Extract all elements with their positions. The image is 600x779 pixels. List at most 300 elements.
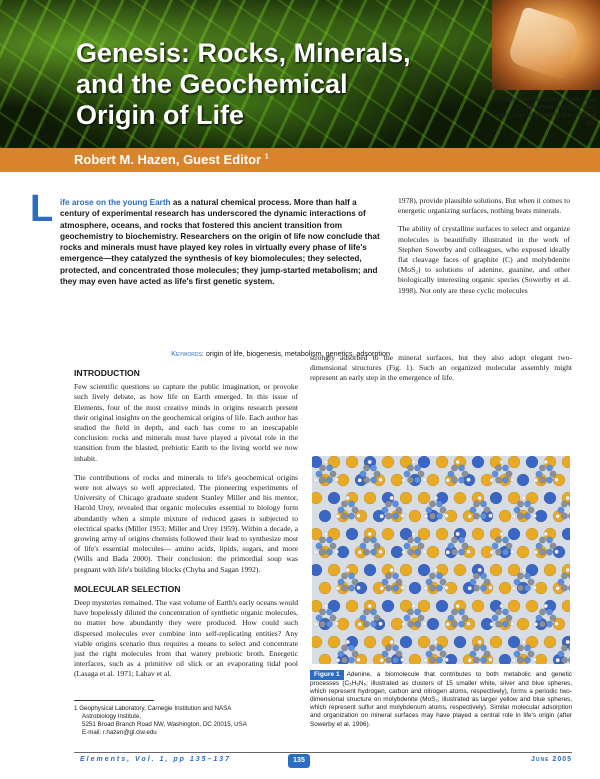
- hydrogen-atom: [412, 460, 416, 464]
- adenine-atom: [392, 573, 398, 579]
- hydrogen-atom: [489, 586, 493, 590]
- adenine-atom: [517, 513, 523, 519]
- substrate-atom: [319, 582, 331, 594]
- right-paragraph-2-continued: strongly adsorbed to the mineral surfaces, but they also adopt elegant two-dimensional structures (Fig. 1). Such an organized molecular assembly might represent an early step in the emergence of life.: [310, 353, 572, 383]
- adenine-atom: [348, 585, 354, 591]
- adenine-atom: [341, 657, 347, 663]
- adenine-atom: [473, 645, 479, 651]
- adenine-atom: [484, 579, 490, 585]
- hydrogen-atom: [335, 622, 339, 626]
- adenine-atom: [506, 543, 512, 549]
- adenine-atom: [407, 537, 413, 543]
- hydrogen-atom: [324, 604, 328, 608]
- adenine-atom: [495, 537, 501, 543]
- hydrogen-atom: [500, 460, 504, 464]
- adenine-atom: [546, 549, 552, 555]
- adenine-atom: [451, 465, 457, 471]
- adenine-atom: [458, 549, 464, 555]
- substrate-atom: [328, 492, 340, 504]
- substrate-atom: [364, 636, 376, 648]
- adenine-atom: [316, 543, 322, 549]
- substrate-atom: [427, 474, 439, 486]
- hydrogen-atom: [446, 622, 450, 626]
- adenine-atom: [536, 615, 542, 621]
- adenine-atom: [517, 657, 523, 663]
- substrate-atom: [562, 456, 570, 468]
- adenine-atom: [436, 501, 442, 507]
- hydrogen-atom: [566, 640, 570, 644]
- adenine-atom: [352, 579, 358, 585]
- substrate-atom: [436, 528, 448, 540]
- adenine-atom: [330, 471, 336, 477]
- adenine-atom: [341, 645, 347, 651]
- hydrogen-atom: [490, 622, 494, 626]
- molecular-model-graphic: [312, 456, 570, 664]
- adenine-atom: [440, 579, 446, 585]
- hydrogen-atom: [379, 478, 383, 482]
- adenine-atom: [414, 477, 420, 483]
- adenine-atom: [440, 651, 446, 657]
- keywords-list: origin of life, biogenesis, metabolism, genetics, adsorption: [205, 349, 390, 358]
- adenine-atom: [492, 471, 498, 477]
- hydrogen-atom: [500, 532, 504, 536]
- abstract-lead: ife arose on the young Earth: [60, 198, 171, 207]
- substrate-atom: [337, 474, 349, 486]
- hydrogen-atom: [566, 496, 570, 500]
- adenine-atom: [546, 609, 552, 615]
- adenine-atom: [462, 471, 468, 477]
- substrate-atom: [472, 528, 484, 540]
- adenine-atom: [370, 477, 376, 483]
- hydrogen-atom: [512, 586, 516, 590]
- hydrogen-atom: [512, 514, 516, 518]
- substrate-atom: [382, 528, 394, 540]
- hydrogen-atom: [456, 604, 460, 608]
- adenine-atom: [480, 573, 486, 579]
- adenine-atom: [316, 615, 322, 621]
- substrate-atom: [526, 528, 538, 540]
- adenine-atom: [319, 609, 325, 615]
- hydrogen-atom: [566, 568, 570, 572]
- hydrogen-atom: [368, 604, 372, 608]
- adenine-atom: [539, 609, 545, 615]
- adenine-atom: [502, 465, 508, 471]
- hydrogen-atom: [346, 568, 350, 572]
- adenine-atom: [370, 465, 376, 471]
- hydrogen-atom: [456, 460, 460, 464]
- hydrogen-atom: [368, 460, 372, 464]
- adenine-atom: [414, 549, 420, 555]
- adenine-atom: [502, 549, 508, 555]
- adenine-atom: [352, 507, 358, 513]
- adenine-atom: [414, 609, 420, 615]
- hydrogen-atom: [390, 568, 394, 572]
- hydrogen-atom: [446, 478, 450, 482]
- hydrogen-atom: [533, 658, 537, 662]
- substrate-atom: [364, 564, 376, 576]
- adenine-atom: [517, 573, 523, 579]
- adenine-atom: [341, 573, 347, 579]
- adenine-atom: [458, 477, 464, 483]
- adenine-atom: [480, 501, 486, 507]
- hydrogen-atom: [468, 586, 472, 590]
- adenine-atom: [561, 573, 567, 579]
- adenine-atom: [319, 621, 325, 627]
- hydrogen-atom: [522, 568, 526, 572]
- substrate-atom: [454, 564, 466, 576]
- adenine-atom: [392, 657, 398, 663]
- adenine-atom: [385, 501, 391, 507]
- hydrogen-atom: [490, 550, 494, 554]
- adenine-atom: [429, 585, 435, 591]
- hydrogen-atom: [556, 586, 560, 590]
- substrate-atom: [391, 618, 403, 630]
- adenine-atom: [561, 645, 567, 651]
- substrate-atom: [364, 492, 376, 504]
- adenine-atom: [363, 537, 369, 543]
- substrate-atom: [508, 528, 520, 540]
- photo-caption: Calcite crystal surfaces may have adsorbed and organized molecules essential to the origin of life.: [496, 96, 596, 127]
- adenine-atom: [473, 501, 479, 507]
- adenine-atom: [363, 477, 369, 483]
- adenine-atom: [495, 549, 501, 555]
- adenine-atom: [448, 543, 454, 549]
- hydrogen-atom: [490, 478, 494, 482]
- adenine-atom: [348, 657, 354, 663]
- hydrogen-atom: [555, 550, 559, 554]
- adenine-atom: [568, 585, 570, 591]
- substrate-atom: [382, 456, 394, 468]
- substrate-atom: [562, 600, 570, 612]
- substrate-atom: [517, 618, 529, 630]
- adenine-atom: [429, 657, 435, 663]
- substrate-atom: [517, 474, 529, 486]
- hydrogen-atom: [534, 478, 538, 482]
- adenine-atom: [374, 471, 380, 477]
- adenine-atom: [539, 465, 545, 471]
- adenine-atom: [319, 537, 325, 543]
- hydrogen-atom: [534, 622, 538, 626]
- substrate-atom: [400, 636, 412, 648]
- journal-citation: Elements, Vol. 1, pp 135–137: [80, 756, 232, 763]
- substrate-atom: [328, 636, 340, 648]
- adenine-atom: [528, 651, 534, 657]
- substrate-atom: [535, 654, 547, 664]
- adenine-atom: [506, 471, 512, 477]
- title-line-1: Genesis: Rocks, Minerals,: [76, 38, 411, 68]
- hydrogen-atom: [357, 514, 361, 518]
- adenine-atom: [480, 585, 486, 591]
- adenine-atom: [341, 501, 347, 507]
- adenine-atom: [473, 585, 479, 591]
- adenine-atom: [319, 549, 325, 555]
- adenine-atom: [539, 477, 545, 483]
- footnote-number: 1: [74, 705, 78, 712]
- article-title: [76, 38, 496, 131]
- adenine-atom: [561, 585, 567, 591]
- adenine-atom: [370, 537, 376, 543]
- adenine-atom: [524, 501, 530, 507]
- substrate-atom: [337, 546, 349, 558]
- substrate-atom: [312, 636, 322, 648]
- adenine-atom: [524, 585, 530, 591]
- figure-label: Figure 1: [310, 670, 344, 680]
- adenine-atom: [338, 507, 344, 513]
- hydrogen-atom: [401, 586, 405, 590]
- adenine-atom: [407, 477, 413, 483]
- adenine-atom: [448, 471, 454, 477]
- adenine-atom: [429, 645, 435, 651]
- adenine-atom: [370, 609, 376, 615]
- footnote-line-1: Geophysical Laboratory, Carnegie Institution and NASA: [79, 705, 232, 712]
- hydrogen-atom: [424, 658, 428, 662]
- hydrogen-atom: [401, 514, 405, 518]
- editor-name: Robert M. Hazen, Guest Editor: [74, 152, 262, 167]
- hydrogen-atom: [314, 622, 318, 626]
- adenine-atom: [536, 543, 542, 549]
- hydrogen-atom: [478, 568, 482, 572]
- hydrogen-atom: [423, 622, 427, 626]
- substrate-atom: [454, 492, 466, 504]
- adenine-atom: [495, 465, 501, 471]
- adenine-atom: [326, 549, 332, 555]
- adenine-atom: [506, 615, 512, 621]
- hydrogen-atom: [533, 586, 537, 590]
- hydrogen-atom: [379, 622, 383, 626]
- adenine-atom: [546, 477, 552, 483]
- adenine-atom: [404, 615, 410, 621]
- abstract: [60, 197, 386, 287]
- adenine-atom: [363, 549, 369, 555]
- hydrogen-atom: [445, 586, 449, 590]
- editor-footnote-mark: 1: [264, 153, 269, 161]
- heading-introduction: INTRODUCTION: [74, 368, 140, 378]
- adenine-atom: [495, 621, 501, 627]
- hydrogen-atom: [335, 478, 339, 482]
- hydrogen-atom: [467, 478, 471, 482]
- adenine-atom: [392, 513, 398, 519]
- hydrogen-atom: [445, 658, 449, 662]
- hydrogen-atom: [468, 658, 472, 662]
- hydrogen-atom: [402, 478, 406, 482]
- adenine-atom: [568, 657, 570, 663]
- adenine-atom: [382, 579, 388, 585]
- calcite-crystal-photo: [492, 0, 600, 90]
- adenine-atom: [451, 477, 457, 483]
- hydrogen-atom: [544, 532, 548, 536]
- adenine-atom: [436, 645, 442, 651]
- adenine-atom: [426, 507, 432, 513]
- adenine-atom: [360, 543, 366, 549]
- adenine-atom: [492, 543, 498, 549]
- substrate-atom: [526, 600, 538, 612]
- adenine-atom: [436, 657, 442, 663]
- adenine-atom: [363, 621, 369, 627]
- adenine-atom: [550, 543, 556, 549]
- adenine-atom: [502, 609, 508, 615]
- adenine-atom: [374, 615, 380, 621]
- adenine-atom: [514, 651, 520, 657]
- adenine-atom: [341, 513, 347, 519]
- left-column: [74, 366, 298, 689]
- substrate-atom: [409, 582, 421, 594]
- substrate-atom: [499, 510, 511, 522]
- adenine-atom: [396, 651, 402, 657]
- title-line-2: and the Geochemical: [76, 69, 348, 99]
- hydrogen-atom: [467, 622, 471, 626]
- adenine-atom: [326, 621, 332, 627]
- guest-editor: [74, 152, 269, 167]
- adenine-atom: [316, 471, 322, 477]
- selection-paragraph: Deep mysteries remained. The vast volume of Earth's early oceans would have hopelessly diluted the concentration of synthetic organic molecules, no matter how abundantly they were produced. How could such dispersed molecules ever combine into self-replicating entities? Any viable origins scenario thus requires a means to select and concentrate just the right molecules from that watery prebiotic broth. Energetic interfaces, such as a primitive oil slick or an evaporating tidal pool (Lasaga et al. 1971; Lahav et al.: [74, 598, 298, 679]
- abstract-text: as a natural chemical process. More than half a century of experimental research has underscored the dynamic interactions of atmosphere, oceans, and rocks that fostered this ancient transition from geochemistry to biochemistry. Researchers on the origin of life now conclude that rocks and minerals must have played key roles in virtually every phase of life's emergence—they catalyzed the synthesis of key biomolecules; they selected, protected, and concentrated those molecules; they jump-started metabolism; and they may even have acted as life's first genetic system.: [60, 198, 380, 287]
- adenine-atom: [385, 657, 391, 663]
- figure-1-molecular-model: [312, 456, 570, 664]
- adenine-atom: [392, 501, 398, 507]
- adenine-atom: [473, 513, 479, 519]
- adenine-atom: [330, 543, 336, 549]
- hydrogen-atom: [446, 550, 450, 554]
- substrate-atom: [472, 600, 484, 612]
- adenine-atom: [392, 645, 398, 651]
- hydrogen-atom: [314, 550, 318, 554]
- adenine-atom: [382, 651, 388, 657]
- adenine-atom: [524, 645, 530, 651]
- footnote-email[interactable]: E-mail: r.hazen@gl.ciw.edu: [82, 729, 157, 736]
- hydrogen-atom: [434, 496, 438, 500]
- adenine-atom: [418, 543, 424, 549]
- adenine-atom: [407, 621, 413, 627]
- substrate-atom: [427, 618, 439, 630]
- substrate-atom: [535, 582, 547, 594]
- adenine-atom: [341, 585, 347, 591]
- substrate-atom: [319, 654, 331, 664]
- hydrogen-atom: [511, 478, 515, 482]
- substrate-atom: [337, 618, 349, 630]
- adenine-atom: [407, 549, 413, 555]
- adenine-atom: [429, 513, 435, 519]
- adenine-atom: [539, 549, 545, 555]
- adenine-atom: [561, 657, 567, 663]
- substrate-atom: [418, 564, 430, 576]
- substrate-atom: [346, 600, 358, 612]
- adenine-atom: [352, 651, 358, 657]
- adenine-atom: [407, 465, 413, 471]
- hydrogen-atom: [522, 496, 526, 500]
- adenine-atom: [546, 465, 552, 471]
- hydrogen-atom: [533, 514, 537, 518]
- adenine-atom: [524, 513, 530, 519]
- adenine-atom: [451, 621, 457, 627]
- adenine-atom: [448, 615, 454, 621]
- substrate-atom: [391, 546, 403, 558]
- adenine-atom: [480, 645, 486, 651]
- adenine-atom: [495, 609, 501, 615]
- adenine-atom: [480, 657, 486, 663]
- adenine-atom: [517, 501, 523, 507]
- adenine-atom: [524, 657, 530, 663]
- adenine-atom: [484, 507, 490, 513]
- substrate-atom: [544, 492, 556, 504]
- hydrogen-atom: [556, 514, 560, 518]
- adenine-atom: [550, 471, 556, 477]
- hydrogen-atom: [314, 478, 318, 482]
- adenine-atom: [502, 477, 508, 483]
- hydrogen-atom: [534, 550, 538, 554]
- hydrogen-atom: [424, 514, 428, 518]
- adenine-atom: [558, 507, 564, 513]
- editor-bar: [0, 148, 600, 172]
- adenine-atom: [436, 513, 442, 519]
- adenine-atom: [451, 549, 457, 555]
- substrate-atom: [409, 510, 421, 522]
- hydrogen-atom: [357, 658, 361, 662]
- adenine-atom: [348, 645, 354, 651]
- substrate-atom: [472, 456, 484, 468]
- adenine-atom: [473, 573, 479, 579]
- substrate-atom: [508, 600, 520, 612]
- hydrogen-atom: [478, 640, 482, 644]
- hydrogen-atom: [324, 460, 328, 464]
- substrate-atom: [400, 492, 412, 504]
- hydrogen-atom: [402, 622, 406, 626]
- adenine-atom: [396, 507, 402, 513]
- hydrogen-atom: [423, 550, 427, 554]
- adenine-atom: [458, 621, 464, 627]
- substrate-atom: [535, 510, 547, 522]
- adenine-atom: [470, 579, 476, 585]
- substrate-atom: [319, 510, 331, 522]
- hydrogen-atom: [544, 604, 548, 608]
- adenine-atom: [338, 651, 344, 657]
- substrate-atom: [312, 564, 322, 576]
- substrate-atom: [436, 600, 448, 612]
- hydrogen-atom: [556, 658, 560, 662]
- adenine-atom: [348, 513, 354, 519]
- hydrogen-atom: [380, 586, 384, 590]
- hydrogen-atom: [336, 514, 340, 518]
- right-paragraph-2: The ability of crystalline surfaces to select and organize molecules is beautifully illustrated in the work of Stephen Sowerby and colleagues, who exposed ideally flat cleavage faces of graphite (C) and molybdenite (MoS₂) to solutions of adenine, guanine, and other biologically interesting organic species (Sowerby et al. 1998). Not only are these cyclic molecules: [398, 224, 570, 295]
- substrate-atom: [562, 528, 570, 540]
- hydrogen-atom: [346, 640, 350, 644]
- adenine-atom: [436, 585, 442, 591]
- heading-molecular-selection: MOLECULAR SELECTION: [74, 583, 181, 594]
- adenine-atom: [502, 537, 508, 543]
- adenine-atom: [426, 579, 432, 585]
- hydrogen-atom: [423, 478, 427, 482]
- adenine-atom: [429, 573, 435, 579]
- substrate-atom: [427, 546, 439, 558]
- adenine-atom: [429, 501, 435, 507]
- adenine-atom: [470, 507, 476, 513]
- hydrogen-atom: [358, 622, 362, 626]
- substrate-atom: [499, 654, 511, 664]
- adenine-atom: [558, 579, 564, 585]
- substrate-atom: [490, 564, 502, 576]
- substrate-atom: [454, 636, 466, 648]
- adenine-atom: [326, 537, 332, 543]
- adenine-atom: [319, 477, 325, 483]
- keywords-label: Keywords:: [171, 349, 204, 358]
- adenine-atom: [385, 513, 391, 519]
- substrate-atom: [418, 636, 430, 648]
- adenine-atom: [546, 537, 552, 543]
- adenine-atom: [473, 657, 479, 663]
- right-column: [398, 196, 570, 304]
- adenine-atom: [462, 543, 468, 549]
- adenine-atom: [326, 609, 332, 615]
- hydrogen-atom: [402, 550, 406, 554]
